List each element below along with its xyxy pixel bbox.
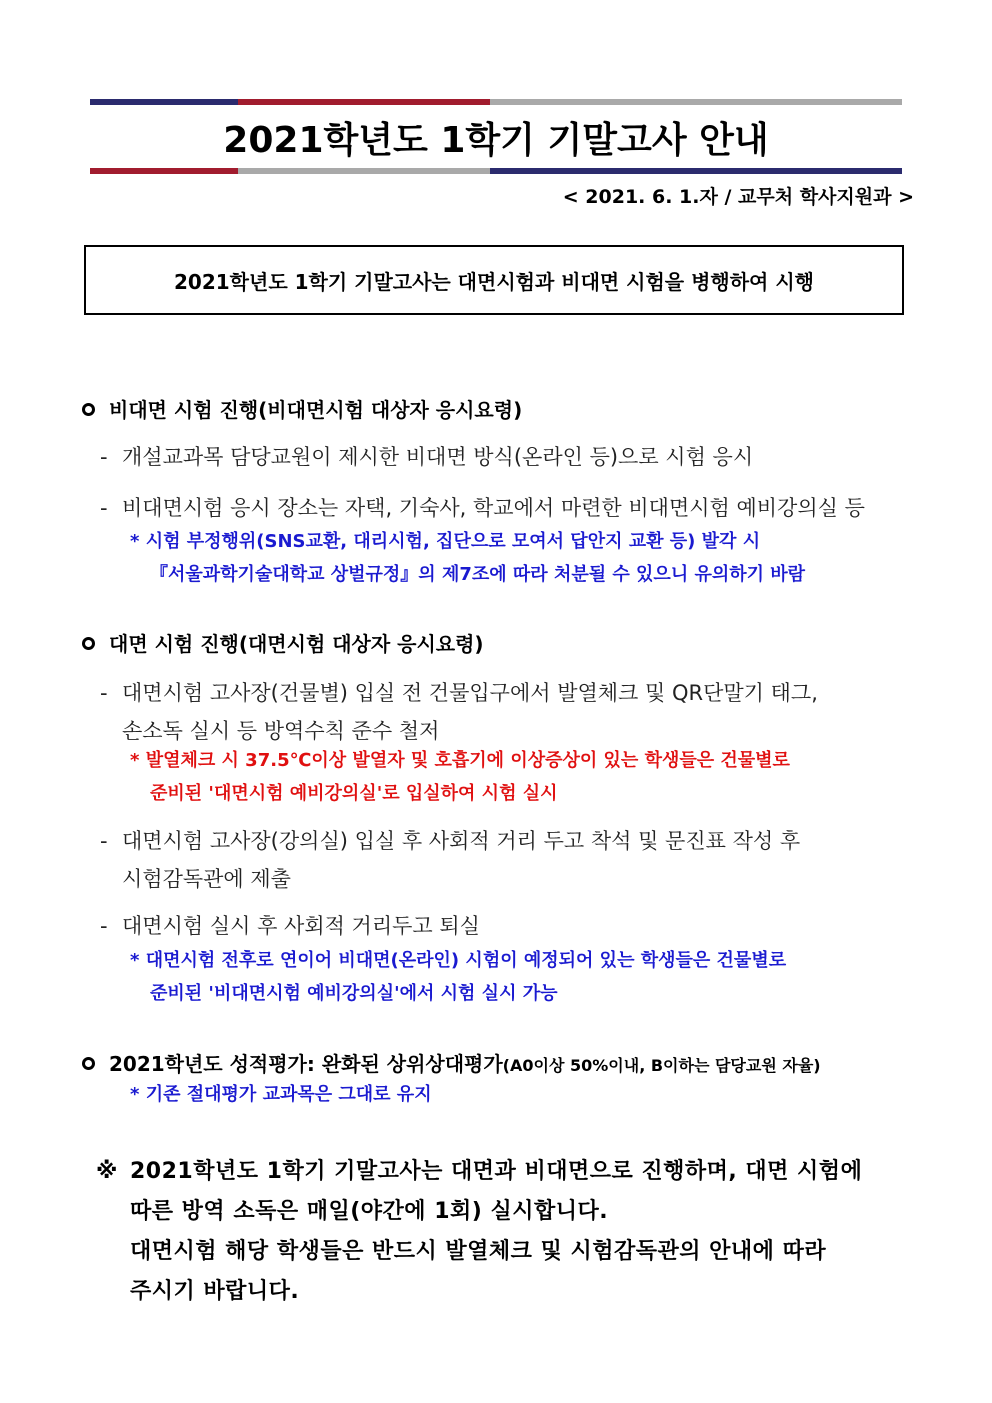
bottom-bar-red	[90, 168, 238, 174]
asterisk-mark: *	[130, 750, 140, 771]
list-item-remote-location	[100, 489, 912, 527]
note-text: 기존 절대평가 교과목은 그대로 유지	[145, 1084, 432, 1105]
item-text: 대면시험 실시 후 사회적 거리두고 퇴실	[122, 914, 480, 938]
final-notice-line4: 주시기 바랍니다.	[130, 1279, 300, 1304]
dash-bullet: -	[100, 681, 108, 705]
asterisk-mark: *	[130, 1084, 140, 1105]
bottom-bar-gray	[238, 168, 490, 174]
item-text: 비대면시험 응시 장소는 자택, 기숙사, 학교에서 마련한 비대면시험 예비강의실 등	[122, 496, 865, 520]
section-heading-text: 2021학년도 성적평가: 완화된 상위상대평가	[109, 1052, 503, 1076]
asterisk-mark: *	[130, 531, 140, 552]
asterisk-mark: *	[130, 950, 140, 971]
top-bar-navy	[90, 99, 238, 105]
note-text-line1: 시험 부정행위(SNS교환, 대리시험, 집단으로 모여서 답안지 교환 등) 발각 시	[145, 531, 761, 552]
section-heading-remote	[82, 394, 522, 423]
document-date-department: < 2021. 6. 1.자 / 교무처 학사지원과 >	[562, 186, 914, 208]
note-text-line2: 준비된 '대면시험 예비강의실'로 입실하여 시험 실시	[150, 783, 558, 804]
final-notice	[96, 1152, 916, 1312]
bottom-bar-navy	[490, 168, 902, 174]
circle-bullet-icon	[82, 403, 95, 416]
top-bar-red	[238, 99, 490, 105]
dash-bullet: -	[100, 829, 108, 853]
final-notice-line1: 2021학년도 1학기 기말고사는 대면과 비대면으로 진행하며, 대면 시험에	[130, 1159, 863, 1184]
section-heading-inperson	[82, 628, 484, 657]
list-item-exit	[100, 907, 912, 945]
list-item-entrance-check	[100, 674, 912, 750]
item-text-line2: 시험감독관에 제출	[122, 867, 291, 891]
section-heading-detail: (A0이상 50%이내, B이하는 담당교원 자율)	[502, 1056, 821, 1075]
dash-bullet: -	[100, 496, 108, 520]
final-notice-line3: 대면시험 해당 학생들은 반드시 발열체크 및 시험감독관의 안내에 따라	[130, 1239, 827, 1264]
section-heading-grading	[82, 1048, 821, 1077]
page-title: 2021학년도 1학기 기말고사 안내	[223, 120, 769, 161]
dash-bullet: -	[100, 914, 108, 938]
list-item-remote-method	[100, 438, 912, 476]
top-bar-gray	[490, 99, 902, 105]
summary-box	[84, 245, 904, 315]
section-heading-text: 대면 시험 진행(대면시험 대상자 응시요령)	[109, 632, 484, 656]
item-text-line2: 손소독 실시 등 방역수칙 준수 철저	[122, 719, 440, 743]
note-absolute-grading	[130, 1078, 912, 1111]
note-text-line1: 발열체크 시 37.5℃이상 발열자 및 호흡기에 이상증상이 있는 학생들은 건물별로	[145, 750, 790, 771]
item-text: 개설교과목 담당교원이 제시한 비대면 방식(온라인 등)으로 시험 응시	[122, 445, 754, 469]
note-text-line2: 준비된 '비대면시험 예비강의실'에서 시험 실시 가능	[150, 983, 558, 1004]
circle-bullet-icon	[82, 637, 95, 650]
note-text-line1: 대면시험 전후로 연이어 비대면(온라인) 시험이 예정되어 있는 학생들은 건물별로	[145, 950, 787, 971]
list-item-classroom-entry	[100, 822, 912, 898]
summary-text: 2021학년도 1학기 기말고사는 대면시험과 비대면 시험을 병행하여 시행	[174, 269, 814, 294]
item-text-line1: 대면시험 고사장(강의실) 입실 후 사회적 거리 두고 착석 및 문진표 작성 후	[122, 829, 801, 853]
section-heading-text: 비대면 시험 진행(비대면시험 대상자 응시요령)	[109, 398, 523, 422]
circle-bullet-icon	[82, 1057, 95, 1070]
reference-mark: ※	[96, 1159, 118, 1184]
note-text-line2: 『서울과학기술대학교 상벌규정』의 제7조에 따라 처분될 수 있으니 유의하기 바람	[150, 564, 806, 585]
item-text-line1: 대면시험 고사장(건물별) 입실 전 건물입구에서 발열체크 및 QR단말기 태그,	[122, 681, 818, 705]
note-cheating-warning	[130, 525, 912, 591]
dash-bullet: -	[100, 445, 108, 469]
note-fever-rule	[130, 744, 912, 810]
final-notice-line2: 따른 방역 소독은 매일(야간에 1회) 실시합니다.	[130, 1199, 609, 1224]
note-backtoback-exam	[130, 944, 912, 1010]
